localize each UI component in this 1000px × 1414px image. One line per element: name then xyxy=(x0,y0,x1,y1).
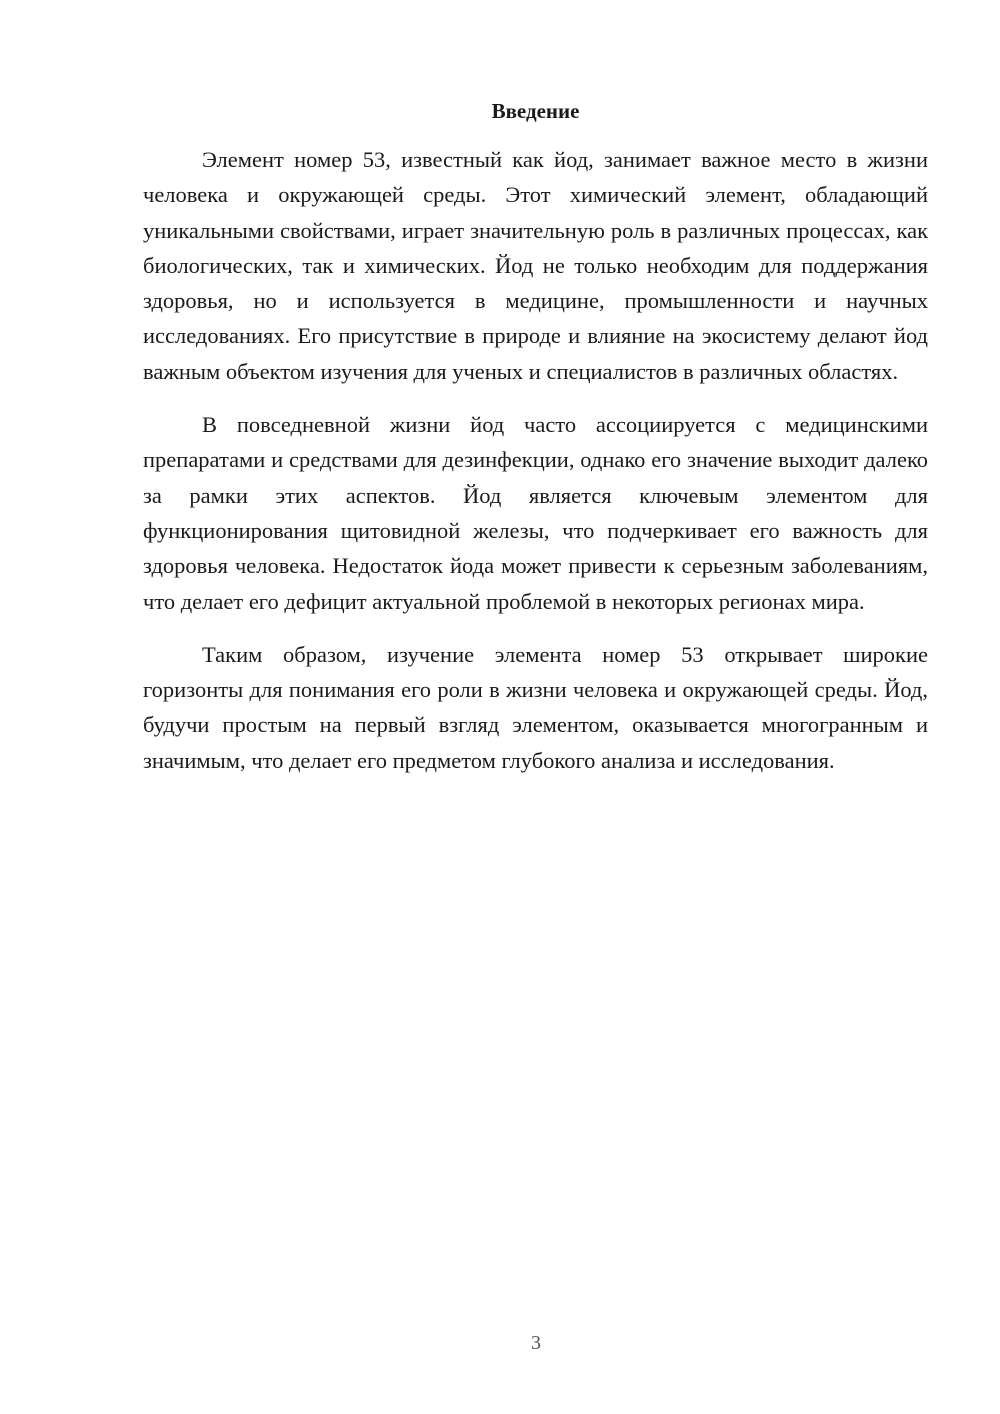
page-number: 3 xyxy=(531,1332,541,1354)
paragraph-3: Таким образом, изучение элемента номер 53 открывает широкие горизонты для понимания его роли в жизни человека и окружающей среды. Йод, будучи простым на первый взгляд элементом, оказывается многогранным и значимым, что делает его предметом глубокого анализа и исследования. xyxy=(143,641,928,773)
paragraph-2: В повседневной жизни йод часто ассоциируется с медицинскими препаратами и средствами для дезинфекции, однако его значение выходит далеко за рамки этих аспектов. Йод является ключевым элементом для функционирования щитовидной железы, что подчеркивает его важность для здоровья человека. Недостаток йода может привести к серьезным заболеваниям, что делает его дефицит актуальной проблемой в некоторых регионах мира. xyxy=(143,412,928,614)
body-text xyxy=(143,142,928,796)
section-heading: Введение xyxy=(491,99,580,123)
paragraph-1: Элемент номер 53, известный как йод, занимает важное место в жизни человека и окружающей среды. Этот химический элемент, обладающий уникальными свойствами, играет значительную роль в различных процессах, как биологических, так и химических. Йод не только необходим для поддержания здоровья, но и используется в медицине, промышленности и научных исследованиях. Его присутствие в природе и влияние на экосистему делают йод важным объектом изучения для ученых и специалистов в различных областях. xyxy=(143,147,928,384)
